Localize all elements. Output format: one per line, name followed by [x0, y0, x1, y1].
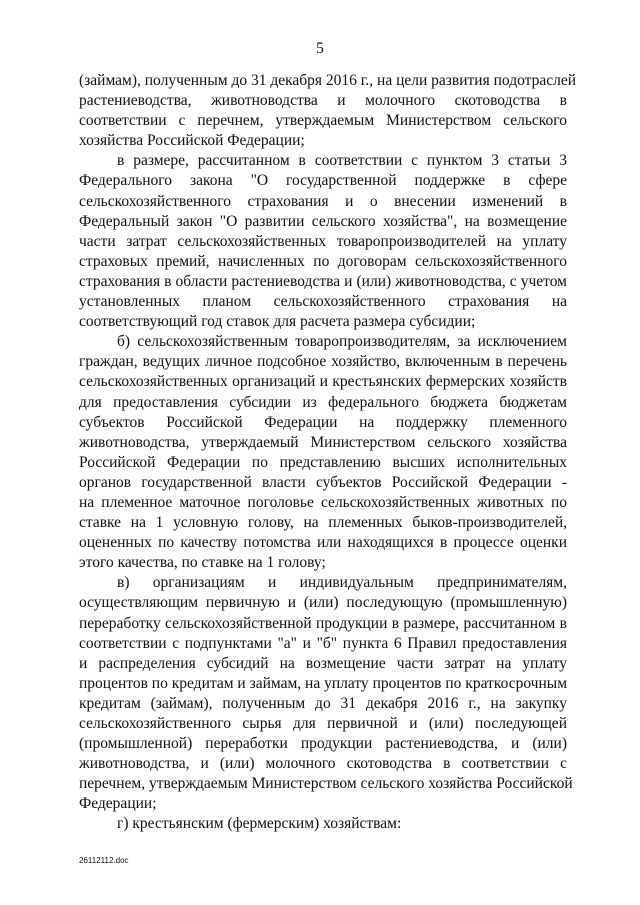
- document-body: [79, 71, 577, 835]
- paragraph-line: г) крестьянским (фермерским) хозяйствам:: [117, 815, 402, 833]
- paragraph-3: [79, 332, 567, 573]
- paragraph-line: в) организациям и индивидуальным предпринимателям,: [117, 574, 567, 592]
- paragraph-line: осуществляющим первичную и (или) последующую (промышленную): [79, 594, 567, 612]
- document-file-code: 26112112.doc: [79, 856, 129, 865]
- paragraph-line: процентов по кредитам и займам, на уплату процентов по краткосрочным: [79, 674, 567, 692]
- paragraph-line: (займам), полученным до 31 декабря 2016 г., на цели развития подотраслей: [79, 72, 577, 89]
- paragraph-line: б) сельскохозяйственным товаропроизводителям, за исключением: [117, 333, 567, 351]
- paragraph-1: [79, 71, 577, 151]
- paragraph-line: соответствии с подпунктами "а" и "б" пункта 6 Правил предоставления: [79, 634, 567, 652]
- paragraph-line: сельскохозяйственного сырья для первичной и (или) последующей: [79, 715, 567, 732]
- paragraph-line: ставке на 1 условную голову, на племенных быков-производителей,: [79, 514, 567, 532]
- paragraph-line: сельскохозяйственного страхования и о внесении изменений в: [79, 192, 567, 210]
- paragraph-line: сельскохозяйственных организаций и крестьянских фермерских хозяйств: [79, 373, 567, 391]
- paragraph-line: субъектов Российской Федерации на поддержку племенного: [79, 413, 567, 431]
- paragraph-4: [79, 573, 573, 814]
- paragraph-line: страховых премий, начисленных по договорам сельскохозяйственного: [79, 252, 567, 270]
- paragraph-line: установленных планом сельскохозяйственного страхования на: [79, 293, 567, 311]
- paragraph-line: граждан, ведущих личное подсобное хозяйство, включенным в перечень: [79, 353, 567, 371]
- paragraph-line: переработку сельскохозяйственной продукции в размере, рассчитанном в: [79, 614, 567, 632]
- paragraph-line: оцененных по качеству потомства или находящихся в процессе оценки: [79, 534, 567, 552]
- paragraph-line: Федерации;: [79, 795, 157, 813]
- paragraph-line: для предоставления субсидии из федерального бюджета бюджетам: [79, 393, 567, 411]
- paragraph-line: этого качества, по ставке на 1 голову;: [79, 554, 326, 572]
- paragraph-line: страхования в области растениеводства и (или) животноводства, с учетом: [79, 272, 567, 290]
- paragraph-line: хозяйства Российской Федерации;: [79, 132, 305, 150]
- paragraph-line: Российской Федерации по представлению высших исполнительных: [79, 453, 567, 471]
- paragraph-line: органов государственной власти субъектов Российской Федерации -: [79, 473, 567, 491]
- paragraph-line: животноводства, утверждаемый Министерством сельского хозяйства: [79, 433, 567, 451]
- paragraph-line: Федерального закона "О государственной поддержке в сфере: [79, 172, 567, 190]
- paragraph-2: [79, 151, 567, 332]
- paragraph-line: животноводства, и (или) молочного скотоводства в соответствии с: [79, 755, 567, 773]
- paragraph-line: кредитам (займам), полученным до 31 декабря 2016 г., на закупку: [79, 694, 567, 712]
- paragraph-line: соответствии с перечнем, утверждаемым Министерством сельского: [79, 112, 567, 130]
- paragraph-line: части затрат сельскохозяйственных товаропроизводителей на уплату: [79, 232, 567, 250]
- paragraph-line: Федеральный закон "О развитии сельского хозяйства", на возмещение: [79, 212, 567, 230]
- paragraph-line: растениеводства, животноводства и молочного скотоводства в: [79, 92, 567, 110]
- paragraph-line: перечнем, утверждаемым Министерством сельского хозяйства Российской: [79, 775, 573, 793]
- paragraph-line: в размере, рассчитанном в соответствии с пунктом 3 статьи 3: [117, 152, 567, 170]
- paragraph-line: соответствующий год ставок для расчета размера субсидии;: [79, 313, 476, 331]
- page-number: 5: [316, 40, 324, 57]
- paragraph-line: и распределения субсидий на возмещение части затрат на уплату: [79, 654, 567, 672]
- paragraph-line: (промышленной) переработки продукции растениеводства, и (или): [79, 735, 567, 753]
- paragraph-5: [79, 814, 567, 834]
- paragraph-line: на племенное маточное поголовье сельскохозяйственных животных по: [79, 493, 567, 511]
